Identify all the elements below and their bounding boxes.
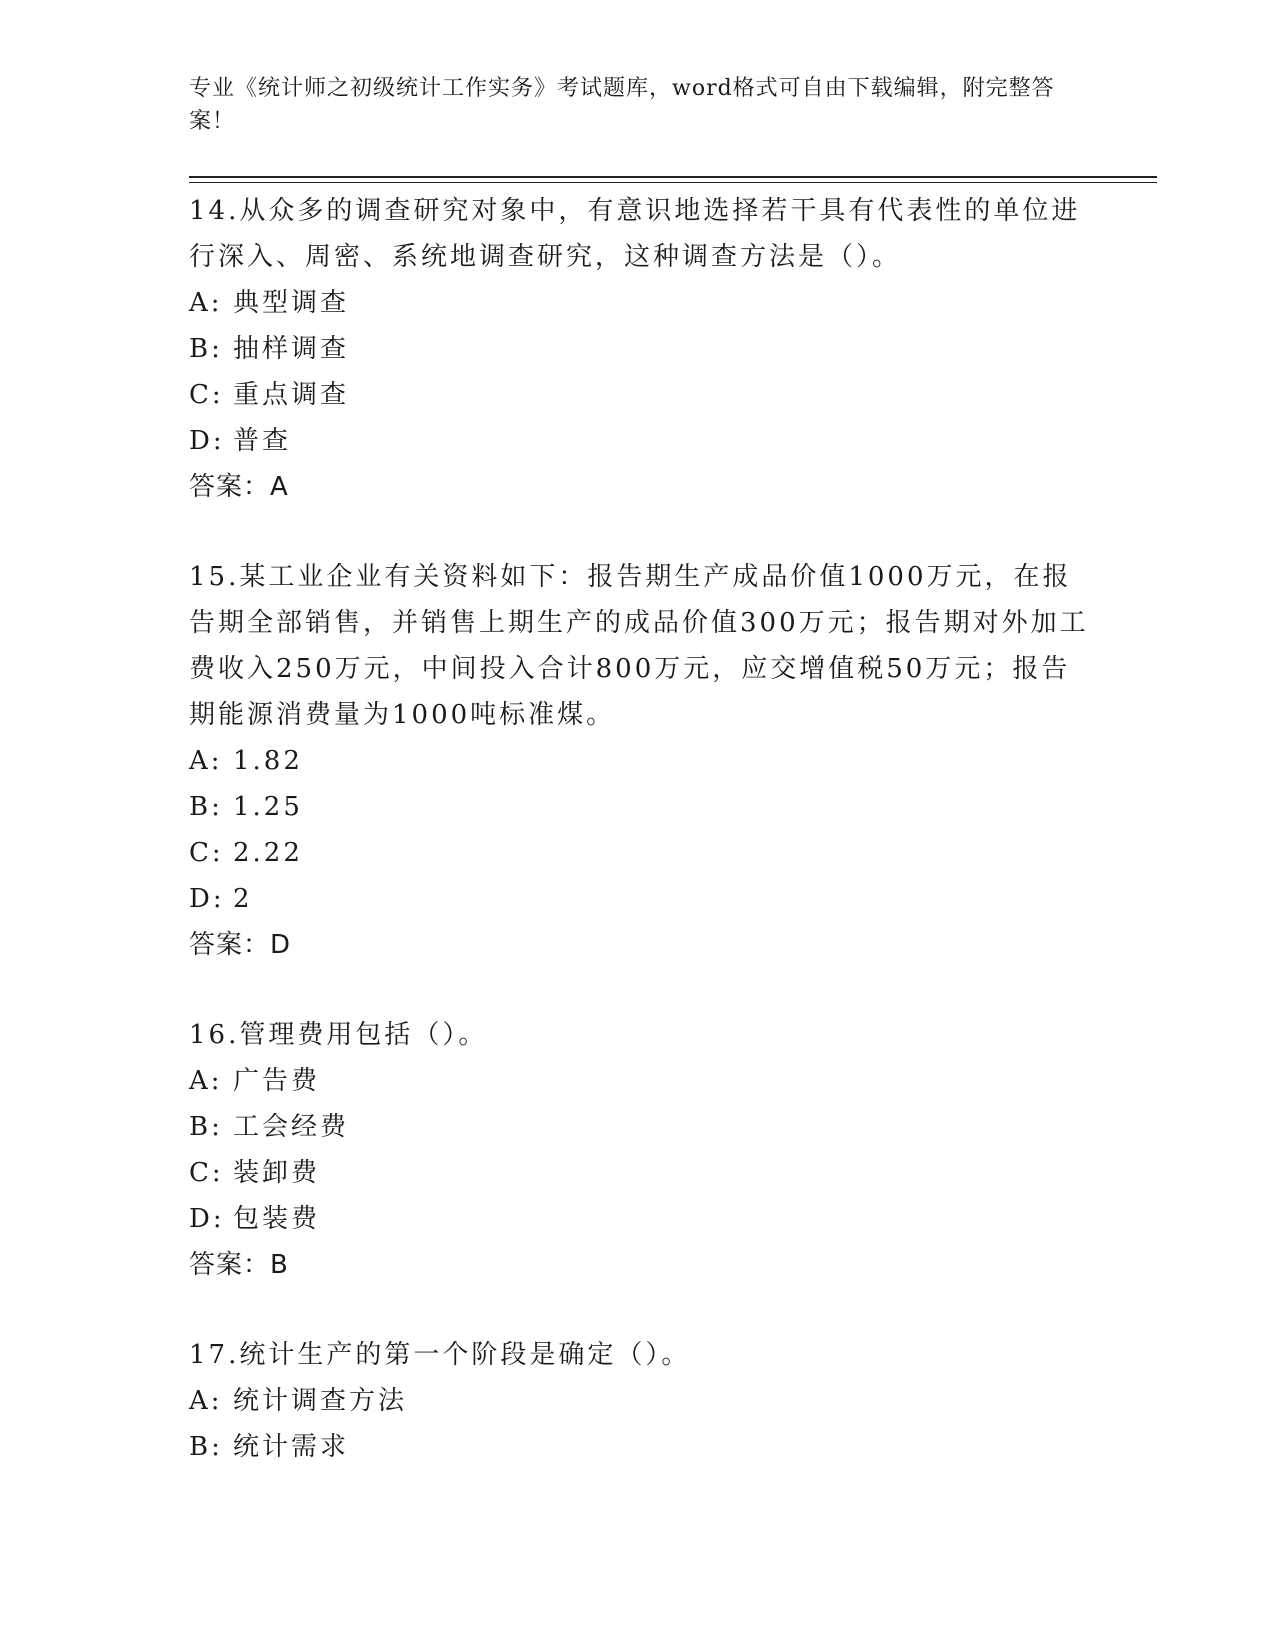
option-letter: D: <box>189 884 225 914</box>
option-b <box>189 1104 1089 1150</box>
question-15 <box>189 554 1089 968</box>
header-divider-thick <box>189 176 1157 178</box>
option-b <box>189 784 1089 830</box>
question-stem: 17.统计生产的第一个阶段是确定（）。 <box>189 1340 691 1370</box>
option-a <box>189 1378 1089 1424</box>
option-text: 2.22 <box>233 838 303 868</box>
option-d <box>189 876 1089 922</box>
option-c <box>189 1150 1089 1196</box>
option-letter: A: <box>189 288 223 318</box>
option-d <box>189 1196 1089 1242</box>
option-letter: D: <box>189 426 225 456</box>
option-letter: B: <box>189 334 223 364</box>
header-divider-thin <box>189 182 1157 183</box>
option-letter: C: <box>189 838 224 868</box>
option-letter: A: <box>189 1066 223 1096</box>
option-b <box>189 1424 1089 1470</box>
option-text: 广告费 <box>233 1066 321 1096</box>
option-c <box>189 372 1089 418</box>
option-text: 重点调查 <box>233 380 350 410</box>
option-letter: B: <box>189 1112 223 1142</box>
option-d <box>189 418 1089 464</box>
answer-line: 答案：D <box>189 930 292 960</box>
answer-line: 答案：A <box>189 472 289 502</box>
option-text: 普查 <box>233 426 292 456</box>
option-a <box>189 738 1089 784</box>
option-a <box>189 1058 1089 1104</box>
answer-line: 答案：B <box>189 1250 289 1280</box>
option-letter: B: <box>189 792 223 822</box>
option-text: 统计需求 <box>233 1432 350 1462</box>
question-17 <box>189 1332 1089 1470</box>
option-letter: C: <box>189 380 224 410</box>
option-text: 装卸费 <box>233 1158 321 1188</box>
question-16 <box>189 1012 1089 1288</box>
question-stem: 14.从众多的调查研究对象中，有意识地选择若干具有代表性的单位进行深入、周密、系统地调查研究，这种调查方法是（）。 <box>189 196 1081 272</box>
option-letter: A: <box>189 746 223 776</box>
option-a <box>189 280 1089 326</box>
option-c <box>189 830 1089 876</box>
question-14 <box>189 188 1089 510</box>
question-stem: 15.某工业企业有关资料如下：报告期生产成品价值1000万元，在报告期全部销售，并销售上期生产的成品价值300万元；报告期对外加工费收入250万元，中间投入合计800万元，应交增值税50万元；报告期能源消费量为1000吨标准煤。 <box>189 562 1089 730</box>
option-letter: C: <box>189 1158 224 1188</box>
question-list <box>189 188 1089 1514</box>
option-letter: D: <box>189 1204 225 1234</box>
option-text: 典型调查 <box>233 288 350 318</box>
option-text: 工会经费 <box>233 1112 350 1142</box>
question-stem: 16.管理费用包括（）。 <box>189 1020 488 1050</box>
option-b <box>189 326 1089 372</box>
option-text: 抽样调查 <box>233 334 350 364</box>
document-header: 专业《统计师之初级统计工作实务》考试题库，word格式可自由下载编辑，附完整答案！ <box>189 76 1055 134</box>
option-text: 2 <box>233 884 253 914</box>
option-text: 包装费 <box>233 1204 321 1234</box>
option-text: 统计调查方法 <box>233 1386 408 1416</box>
option-text: 1.82 <box>233 746 303 776</box>
option-letter: A: <box>189 1386 223 1416</box>
option-letter: B: <box>189 1432 223 1462</box>
option-text: 1.25 <box>233 792 303 822</box>
